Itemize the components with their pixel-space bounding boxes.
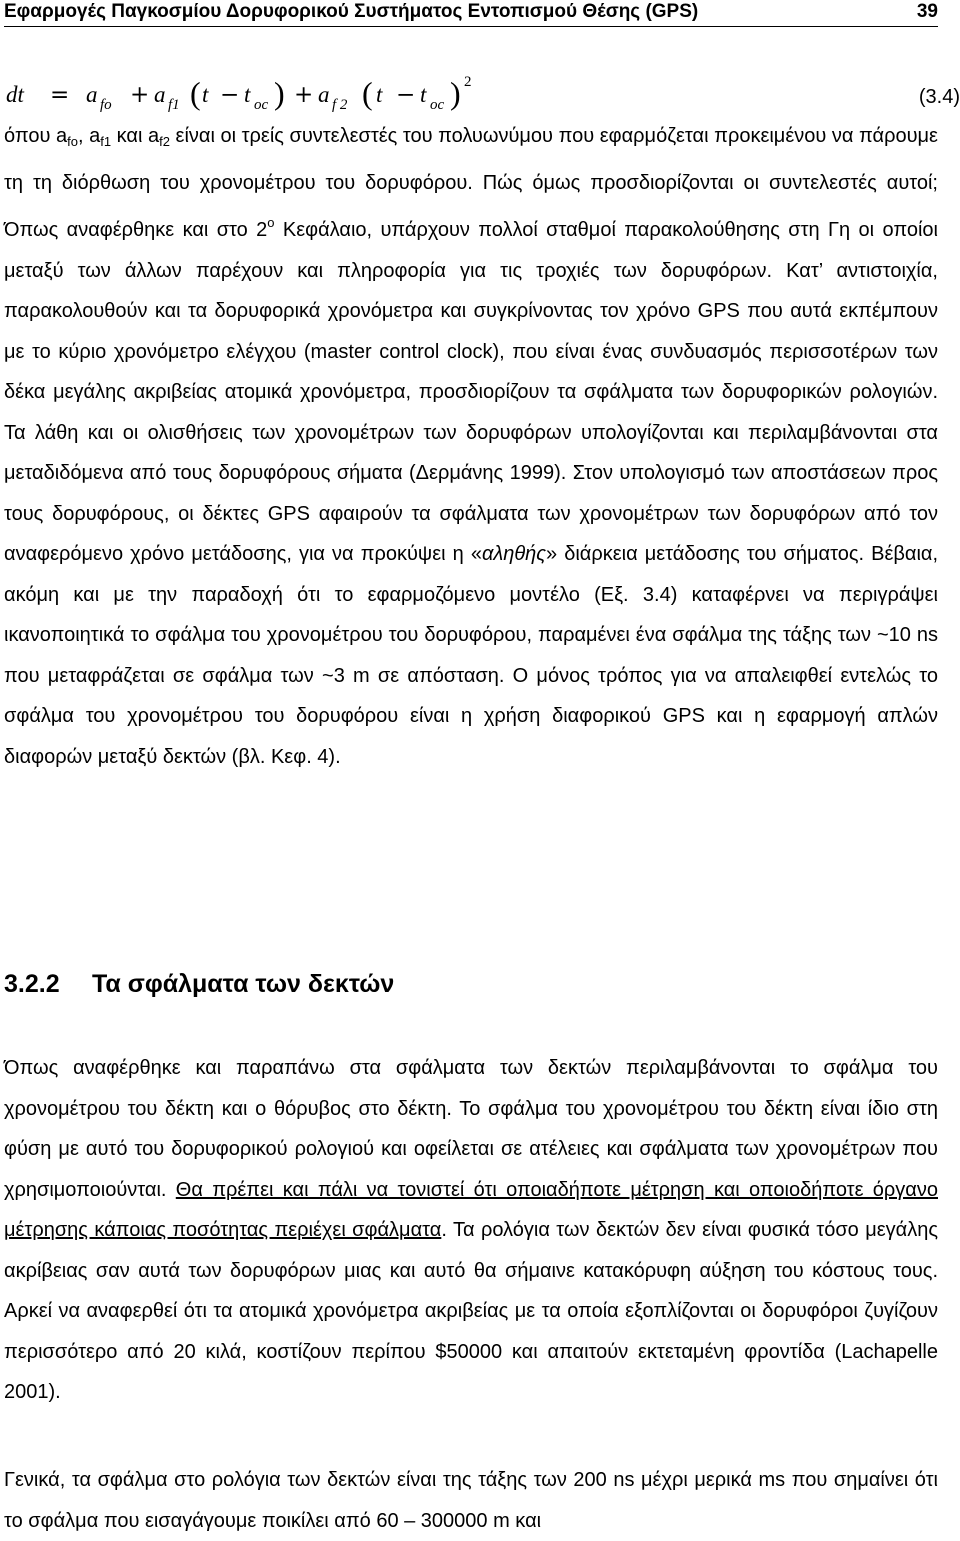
text-span: και a [111, 125, 160, 147]
paragraph-clock-correction [4, 116, 938, 777]
eq-sub-fo: fo [100, 97, 112, 113]
equation-formula [4, 56, 864, 116]
underlined-statement: Θα πρέπει και πάλι να τονιστεί ότι οποιαδήποτε μέτρηση και οποιοδήποτε όργανο μέτρησης κάποιας ποσότητας περιέχει σφάλματα [4, 1178, 938, 1241]
subscript-fo: fo [67, 134, 78, 149]
eq-sub-oc1: oc [254, 97, 269, 113]
text-span: Κεφάλαιο, υπάρχουν πολλοί σταθμοί παρακολούθησης στη Γη οι οποίοι μεταξύ των άλλων παρέχουν και πληροφορία για τις τροχιές των δορυφόρων. Κατ’ αντιστοιχία, παρακολουθούν και τα δορυφορικά χρονόμετρα και συγκρίνοντας τον χρόνο GPS που αυτά εκπέμπουν με το κύριο χρονόμετρο ελέγχου (master control clock), που είναι ένας συνδυασμός περισσοτέρων των δέκα μεγάλης ακριβείας ατομικά χρονόμετρα, προσδιορίζουν τα σφάλματα των δορυφορικών ρολογιών. Τα λάθη και οι ολισθήσεις των χρονομέτρων των δορυφόρων υπολογίζονται και περιλαμβάνονται στα μεταδιδόμενα από τους δορυφόρους σήματα (Δερμάνης 1999). Στον υπολογισμό των αποστάσεων προς τους δορυφόρους, οι δέκτες GPS αφαιρούν τα σφάλματα των χρονομέτρων των δορυφόρων από τον αναφερόμενο χρόνο μετάδοσης, για να προκύψει η « [4, 219, 938, 565]
eq-rparen2: ) [450, 75, 461, 111]
subscript-f2: f2 [159, 134, 170, 149]
equation-number: (3.4) [918, 86, 960, 108]
section-title: Τα σφάλματα των δεκτών [92, 970, 395, 998]
eq-lparen1: ( [190, 75, 201, 111]
text-span: όπου a [4, 125, 68, 147]
eq-a2: a [318, 82, 330, 107]
running-header [4, 0, 938, 27]
subscript-f1: f1 [100, 134, 112, 149]
eq-t4: t [420, 82, 427, 107]
eq-plus2: + [294, 82, 314, 108]
text-span: είναι οι τρείς συντελεστές του πολυωνύμου που εφαρμόζεται προκειμένου να πάρουμε τη τη διόρθωση του χρονομέτρου του δορυφόρου. Πώς όμως προσδιορίζονται οι συντελεστές αυτοί; Όπως αναφέρθηκε και στο 2 [4, 125, 938, 241]
eq-sub-f1: f1 [168, 97, 180, 113]
eq-t2: t [244, 82, 251, 107]
paragraph-receiver-errors [4, 1048, 938, 1413]
italic-term: αληθής [481, 543, 547, 565]
eq-plus1: + [130, 82, 150, 108]
eq-t3: t [376, 82, 383, 107]
eq-exponent: 2 [464, 74, 472, 90]
eq-equals: = [50, 82, 70, 108]
text-span: . Τα ρολόγια των δεκτών δεν είναι φυσικά τόσο μεγάλης ακρίβειας σαν αυτά των δορυφόρων μιας και αυτό θα σήμαινε κατακόρυφη αύξηση του κόστους τους. Αρκεί να αναφερθεί ότι τα ατομικά χρονόμετρα ακριβείας με τα οποία εξοπλίζονται οι δορυφόροι ζυγίζουν περισσότερο από 20 κιλά, κοστίζουν περίπου $50000 και απαιτούν εκτεταμένη φροντίδα (Lachapelle 2001). [4, 1219, 938, 1403]
eq-minus2: − [396, 82, 416, 108]
paragraph-clock-magnitude [4, 1460, 938, 1541]
section-heading [4, 970, 394, 999]
eq-rparen1: ) [274, 75, 285, 111]
eq-sub-oc2: oc [430, 97, 445, 113]
eq-t1: t [202, 82, 209, 107]
eq-minus1: − [220, 82, 240, 108]
eq-dt: dt [6, 82, 24, 107]
eq-sub-f2: f 2 [332, 97, 348, 113]
text-span: Όπως αναφέρθηκε και παραπάνω στα σφάλματα των δεκτών περιλαμβάνονται το σφάλμα του χρονομέτρου του δέκτη και ο θόρυβος στο δέκτη. Το σφάλμα του χρονομέτρου του δέκτη είναι ίδιο στη φύση με αυτό του δορυφορικού ρολογιού και οφείλεται σε ατέλειες και σφάλματα των χρονομέτρων που χρησιμοποιούνται. [4, 1057, 938, 1201]
text-span: » διάρκεια μετάδοσης του σήματος. Βέβαια, ακόμη και με την παραδοχή ότι το εφαρμοζόμενο μοντέλο (Εξ. 3.4) καταφέρνει να περιγράψει ικανοποιητικά το σφάλμα του χρονομέτρου του δορυφόρου, παραμένει ένα σφάλμα της τάξης των ~10 ns που μεταφράζεται σε σφάλμα των ~3 m σε απόσταση. Ο μόνος τρόπος για να απαλειφθεί εντελώς το σφάλμα του χρονομέτρου του δορυφόρου είναι η χρήση διαφορικού GPS και η εφαρμογή απλών διαφορών μεταξύ δεκτών (βλ. Κεφ. 4). [4, 543, 939, 768]
text-span: Γενικά, τα σφάλμα στο ρολόγια των δεκτών είναι της τάξης των 200 ns μέχρι μερικά ms που σημαίνει ότι το σφάλμα που εισαγάγουμε ποικίλει από 60 – 300000 m και [4, 1469, 938, 1532]
eq-lparen2: ( [362, 75, 373, 111]
text-span: , a [77, 125, 101, 147]
page-number: 39 [916, 1, 938, 22]
equation-3-4 [4, 56, 960, 116]
superscript-o: ο [267, 215, 275, 230]
section-number: 3.2.2 [4, 970, 60, 998]
eq-a0: a [86, 82, 98, 107]
header-title: Εφαρμογές Παγκοσμίου Δορυφορικού Συστήματος Εντοπισμού Θέσης (GPS) [4, 1, 699, 22]
eq-a1: a [154, 82, 166, 107]
